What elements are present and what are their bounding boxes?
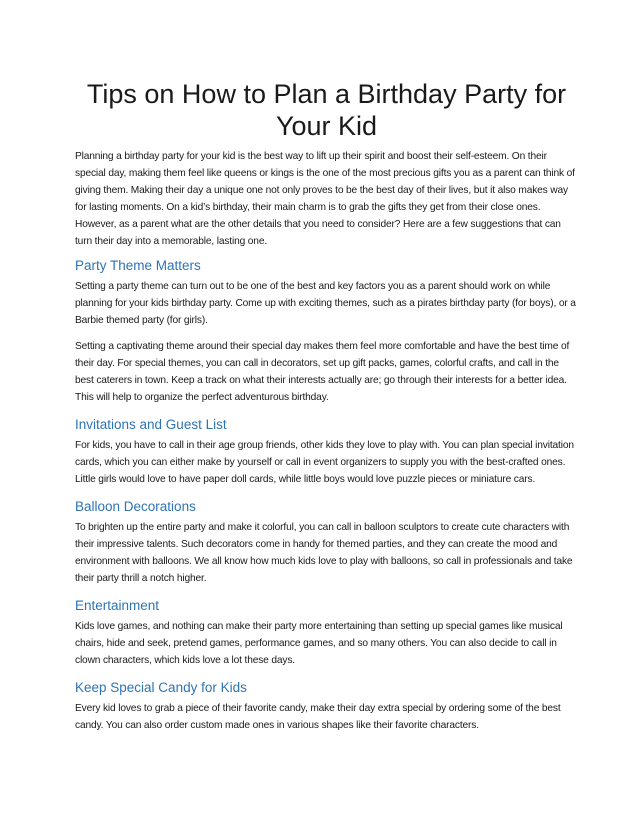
section-paragraph: For kids, you have to call in their age group friends, other kids they love to play with. You can plan special invitation cards, which you can either make by yourself or call in event organizers to supply you with the best-crafted ones. Little girls would love to have paper doll cards, while little boys would love puzzle pieces or miniature cars. [75,440,574,485]
section-candy [75,678,578,734]
section-party-theme [75,256,578,406]
section-balloons [75,497,578,587]
section-heading: Keep Special Candy for Kids [75,680,247,695]
intro-paragraph: Planning a birthday party for your kid is the best way to lift up their spirit and boost their self-esteem. On their special day, making them feel like queens or kings is the one of the most precious gifts you as a parent can think of giving them. Making their day a unique one not only proves to be the best day of their lives, but it also makes way for lasting moments. On a kid’s birthday, their main charm is to grab the gifts they get from their close ones. However, as a parent what are the other details that you need to consider? Here are a few suggestions that can turn their day into a memorable, lasting one. [75,151,575,247]
page-title: Tips on How to Plan a Birthday Party for Your Kid [86,79,567,141]
section-paragraph: Setting a captivating theme around their special day makes them feel more comfortable and have the best time of their day. For special themes, you can call in decorators, set up gift packs, games, colorful crafts, and call in the best caterers in town. Keep a track on what their interests actually are; go through their interests for a better idea. This will help to organize the perfect adventurous birthday. [75,341,570,403]
section-paragraph: To brighten up the entire party and make it colorful, you can call in balloon sculptors to create cute characters with their impressive talents. Such decorators come in handy for themed parties, and they can create the mood and environment with balloons. We all know how much kids love to play with balloons, so call in professionals and take their party thrill a notch higher. [75,522,573,584]
section-heading: Entertainment [75,598,160,613]
section-invitations [75,415,578,488]
section-heading: Party Theme Matters [75,258,201,273]
section-heading: Invitations and Guest List [75,417,227,432]
section-entertainment [75,596,578,669]
section-paragraph: Every kid loves to grab a piece of their favorite candy, make their day extra special by ordering some of the best candy. You can also order custom made ones in various shapes like their favorite characters. [75,703,561,731]
section-paragraph: Setting a party theme can turn out to be one of the best and key factors you as a parent should work on while planning for your kids birthday party. Come up with exciting themes, such as a pirates birthday party (for boys), or a Barbie themed party (for girls). [75,281,576,326]
section-heading: Balloon Decorations [75,499,196,514]
section-paragraph: Kids love games, and nothing can make their party more entertaining than setting up special games like musical chairs, hide and seek, pretend games, performance games, and so many others. You can also decide to call in clown characters, which kids love a lot these days. [75,621,563,666]
